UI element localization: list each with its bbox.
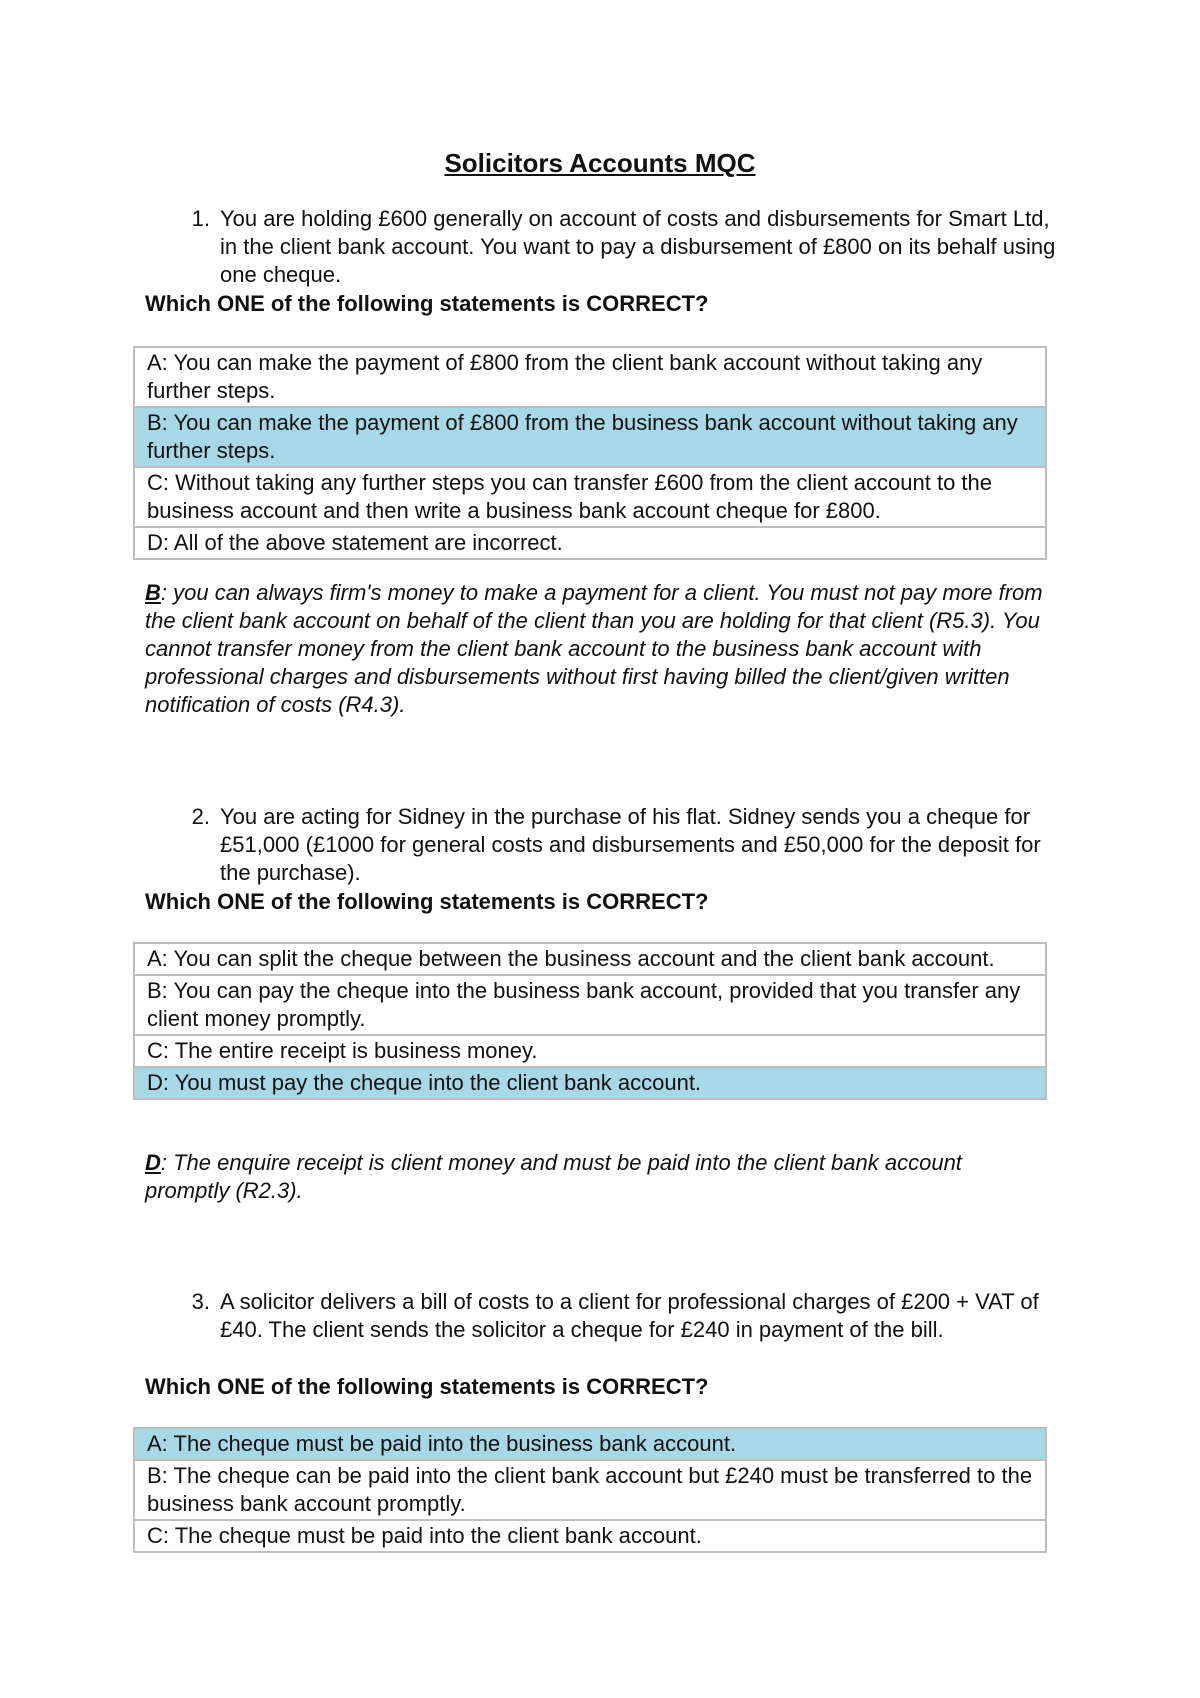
question-text: You are holding £600 generally on account of costs and disbursements for Smart Ltd, in the client bank account. You want to pay a disbursement of £800 on its behalf using one cheque.	[220, 206, 1056, 287]
options-table	[133, 346, 1047, 560]
answer-text: : The enquire receipt is client money and must be paid into the client bank account promptly (R2.3).	[145, 1150, 962, 1203]
option-d-highlighted: D: You must pay the cheque into the client bank account.	[135, 1068, 1045, 1098]
answer-letter: B	[145, 580, 161, 605]
option-a: A: You can split the cheque between the business account and the client bank account.	[135, 944, 1045, 976]
question-text: You are acting for Sidney in the purchase of his flat. Sidney sends you a cheque for £51,000 (£1000 for general costs and disbursements and £50,000 for the deposit for the purchase).	[220, 804, 1041, 885]
question-prompt: Which ONE of the following statements is CORRECT?	[145, 291, 709, 316]
option-c: C: The cheque must be paid into the client bank account.	[147, 1523, 702, 1548]
option-d: D: All of the above statement are incorrect.	[147, 530, 563, 555]
question-number: 2.	[191, 804, 210, 829]
answer-text: : you can always firm's money to make a payment for a client. You must not pay more from the client bank account on behalf of the client than you are holding for that client (R5.3). You cannot transfer money from the client bank account to the business bank account with professional charges and disbursements without first having billed the client/given written notification of costs (R4.3).	[145, 580, 1043, 717]
option-a: A: You can make the payment of £800 from the client bank account without taking any further steps.	[135, 348, 1045, 408]
option-b-highlighted: B: You can make the payment of £800 from the business bank account without taking any further steps.	[135, 408, 1045, 468]
options-table	[133, 1427, 1047, 1553]
document-title: Solicitors Accounts MQC	[444, 148, 756, 178]
question-number: 1.	[191, 206, 210, 231]
question-prompt: Which ONE of the following statements is CORRECT?	[145, 889, 709, 914]
option-c: C: The entire receipt is business money.	[135, 1036, 1045, 1068]
question-text: A solicitor delivers a bill of costs to a client for professional charges of £200 + VAT of £40. The client sends the solicitor a cheque for £240 in payment of the bill.	[220, 1289, 1039, 1342]
option-b: B: You can pay the cheque into the business bank account, provided that you transfer any client money promptly.	[135, 976, 1045, 1036]
answer-explanation	[145, 1149, 1045, 1205]
question-prompt: Which ONE of the following statements is CORRECT?	[145, 1374, 709, 1399]
answer-letter: D	[145, 1150, 161, 1175]
option-b: B: The cheque can be paid into the client bank account but £240 must be transferred to the business bank account promptly.	[135, 1461, 1045, 1521]
options-table	[133, 942, 1047, 1100]
option-c: C: Without taking any further steps you can transfer £600 from the client account to the business account and then write a business bank account cheque for £800.	[135, 468, 1045, 528]
question-number: 3.	[191, 1289, 210, 1314]
option-a-highlighted: A: The cheque must be paid into the business bank account.	[135, 1429, 1045, 1461]
answer-explanation	[145, 579, 1045, 719]
